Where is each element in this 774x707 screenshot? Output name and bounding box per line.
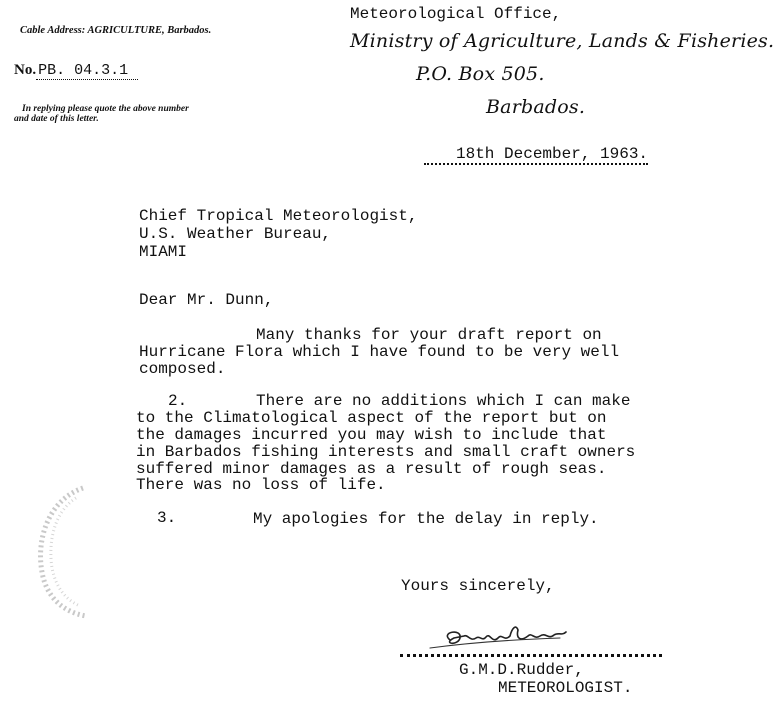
reply-note-line1: In replying please quote the above number [22,104,189,114]
paragraph2-line: to the Climatological aspect of the report but on [136,409,607,427]
office-name: Meteorological Office, [350,5,562,23]
faded-stamp [28,480,98,620]
signatory-name: G.M.D.Rudder, [459,661,584,679]
paragraph2-number: 2. [168,392,188,410]
recipient-line2: U.S. Weather Bureau, [139,225,332,243]
paragraph1-line: Many thanks for your draft report on [256,326,602,344]
closing: Yours sincerely, [401,577,555,595]
reference-label: No. [14,62,37,78]
country-name: Barbados. [486,96,586,118]
paragraph2-line: the damages incurred you may wish to include that [136,426,607,444]
paragraph1-line: Hurricane Flora which I have found to be very well [139,343,620,361]
handwritten-signature [420,618,580,658]
ministry-name: Ministry of Agriculture, Lands & Fisheries. [350,30,774,52]
signature-line [400,654,662,657]
signatory-title: METEOROLOGIST. [498,679,633,697]
reply-note-line2: and date of this letter. [14,114,99,124]
paragraph2-line: in Barbados fishing interests and small craft owners [136,443,636,461]
paragraph2-line: suffered minor damages as a result of rough seas. [136,460,607,478]
paragraph3-number: 3. [157,509,177,527]
paragraph1-line: composed. [139,360,226,378]
salutation: Dear Mr. Dunn, [139,291,274,309]
letter-date: 18th December, 1963. [424,145,648,165]
paragraph2-line: There was no loss of life. [136,476,386,494]
reference-number-line [14,61,138,79]
recipient-line1: Chief Tropical Meteorologist, [139,207,418,225]
cable-address: Cable Address: AGRICULTURE, Barbados. [20,25,212,36]
reference-number: PB. 04.3.1 [36,62,138,80]
paragraph2-line: There are no additions which I can make [256,392,631,410]
recipient-line3: MIAMI [139,243,188,261]
paragraph3-text: My apologies for the delay in reply. [253,510,599,528]
po-box: P.O. Box 505. [416,63,545,85]
